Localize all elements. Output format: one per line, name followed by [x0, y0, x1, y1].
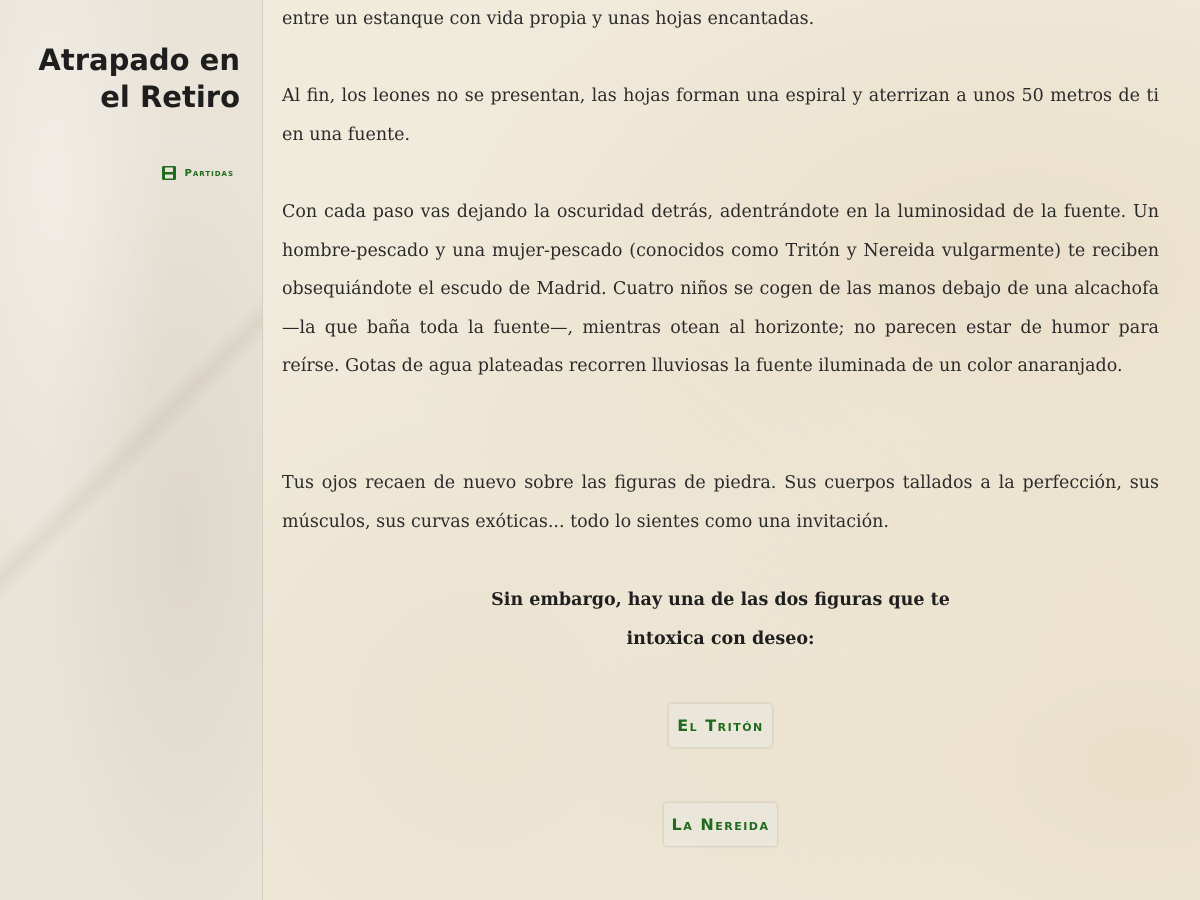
prompt-line-2: intoxica con deseo: [626, 628, 815, 649]
story-title: Atrapado en el Retiro [38, 43, 240, 114]
passage-paragraph: Al fin, los leones no se presentan, las hojas forman una espiral y aterrizan a unos 50 metros de ti en una fuente. [282, 86, 1159, 145]
choice-triton-button[interactable]: El Tritón [669, 704, 772, 747]
passage [282, 0, 1159, 900]
saves-label: Partidas [184, 167, 234, 179]
prompt-line-1: Sin embargo, hay una de las dos figuras que te [491, 590, 950, 610]
choice-row [282, 704, 1159, 747]
sidebar [0, 0, 263, 900]
save-icon [161, 165, 177, 181]
passage-paragraph: Con cada paso vas dejando la oscuridad detrás, adentrándote en la luminosidad de la fuente. Un hombre-pescado y una mujer-pescado (conocidos como Tritón y Nereida vulgarmente) te reciben obsequiándote el escudo de Madrid. Cuatro niños se cogen de las manos debajo de una alcachofa —la que baña toda la fuente—, mientras otean al horizonte; no parecen estar de humor para reírse. Gotas de agua plateadas recorren lluviosas la fuente iluminada de un color anaranjado. [282, 202, 1159, 376]
passage-paragraph: Tus ojos recaen de nuevo sobre las figuras de piedra. Sus cuerpos tallados a la perfección, sus músculos, sus curvas exóticas... todo lo sientes como una invitación. [282, 473, 1159, 532]
saves-button[interactable] [161, 165, 234, 181]
choice-prompt [282, 581, 1159, 658]
choice-nereida-button[interactable]: La Nereida [664, 803, 778, 846]
choice-row [282, 803, 1159, 846]
passage-paragraph: entre un estanque con vida propia y unas hojas encantadas. [282, 9, 815, 29]
